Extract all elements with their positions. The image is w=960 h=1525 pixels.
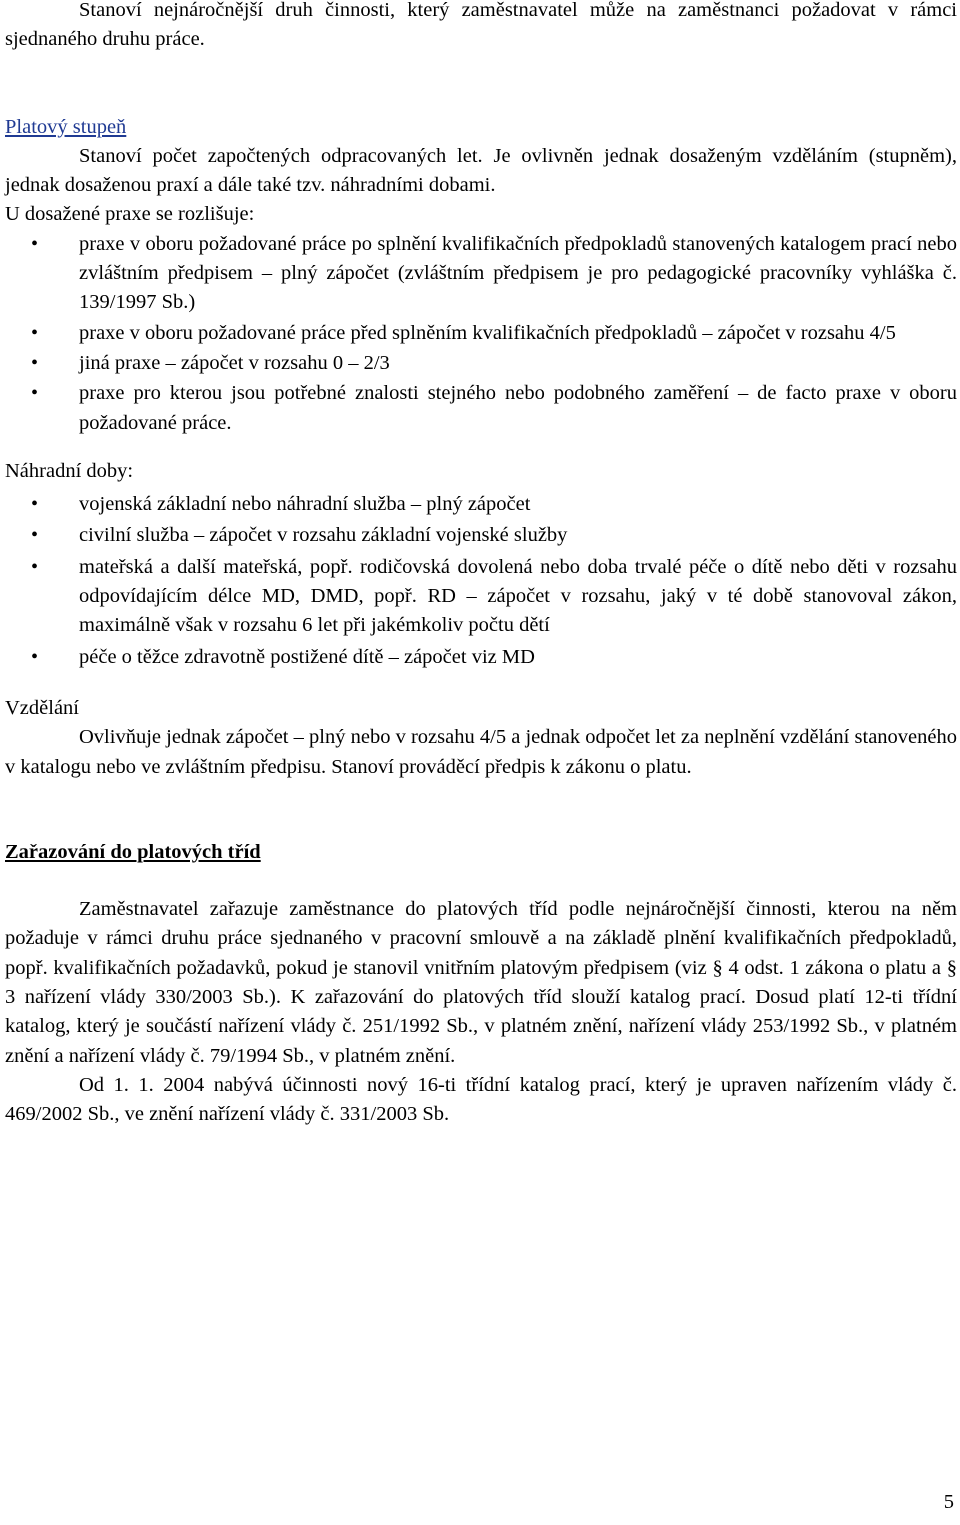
zarazovani-paragraph-2: Od 1. 1. 2004 nabývá účinnosti nový 16-ti třídní katalog prací, který je upraven nařízením vlády č. 469/2002 Sb., ve znění nařízení vlády č. 331/2003 Sb.: [5, 1073, 957, 1126]
list-item: • praxe v oboru požadované práce před splněním kvalifikačních předpokladů – zápočet v rozsahu 4/5: [5, 319, 957, 348]
praxe-intro: U dosažené praxe se rozlišuje:: [5, 203, 255, 226]
document-page: [5, 0, 957, 1130]
nahradni-doby-intro: Náhradní doby:: [5, 459, 134, 482]
list-item: • praxe pro kterou jsou potřebné znalosti stejného nebo podobného zaměření – de facto praxe v oboru požadované práce.: [5, 379, 957, 438]
list-item: • civilní služba – zápočet v rozsahu základní vojenské služby: [5, 521, 957, 550]
praxe-list: [5, 230, 957, 438]
list-item: • jiná praxe – zápočet v rozsahu 0 – 2/3: [5, 349, 957, 378]
zarazovani-heading: Zařazování do platových tříd: [5, 840, 261, 863]
zarazovani-paragraph-1: Zaměstnavatel zařazuje zaměstnance do platových tříd podle nejnáročnější činnosti, kterou na něm požaduje v rámci druhu práce sjednaného v pracovní smlouvě a na základě plnění kvalifikačních předpokladů, popř. kvalifikačních požadavků, pokud je stanovil vnitřním platovým předpisem (viz § 4 odst. 1 zákona o platu a § 3 nařízení vlády 330/2003 Sb.). K zařazování do platových tříd slouží katalog prací. Dosud platí 12-ti třídní katalog, který je součástí nařízení vlády č. 251/1992 Sb., v platném znění, nařízení vlády 253/1992 Sb., v platném znění a nařízení vlády č. 79/1994 Sb., v platném znění.: [5, 898, 957, 1067]
platovy-stupen-paragraph: Stanoví počet započtených odpracovaných let. Je ovlivněn jednak dosaženým vzděláním (stupněm), jednak dosaženou praxí a dále také tzv. náhradními dobami.: [5, 144, 957, 197]
list-item: • praxe v oboru požadované práce po splnění kvalifikačních předpokladů stanovených katalogem prací nebo zvláštním předpisem – plný zápočet (zvláštním předpisem je pro pedagogické pracovníky vyhláška č. 139/1997 Sb.): [5, 230, 957, 318]
page-number: 5: [943, 1491, 954, 1513]
platovy-stupen-heading: Platový stupeň: [5, 115, 127, 138]
list-item: • péče o těžce zdravotně postižené dítě – zápočet viz MD: [5, 643, 957, 672]
vzdelani-heading: Vzdělání: [5, 696, 79, 719]
list-item: • vojenská základní nebo náhradní služba – plný zápočet: [5, 490, 957, 519]
list-item: • mateřská a další mateřská, popř. rodičovská dovolená nebo doba trvalé péče o dítě nebo děti v rozsahu odpovídajícím délce MD, DMD, popř. RD – zápočet v rozsahu, jaký v té době stanovoval zákon, maximálně však v rozsahu 6 let při jakémkoliv počtu dětí: [5, 553, 957, 641]
nahradni-doby-list: [5, 490, 957, 672]
vzdelani-paragraph: Ovlivňuje jednak zápočet – plný nebo v rozsahu 4/5 a jednak odpočet let za neplnění vzdělání stanoveného v katalogu nebo ve zvláštním předpisu. Stanoví prováděcí předpis k zákonu o platu.: [5, 726, 957, 778]
intro-paragraph: Stanoví nejnáročnější druh činnosti, který zaměstnavatel může na zaměstnanci požadovat v rámci sjednaného druhu práce.: [5, 0, 957, 51]
